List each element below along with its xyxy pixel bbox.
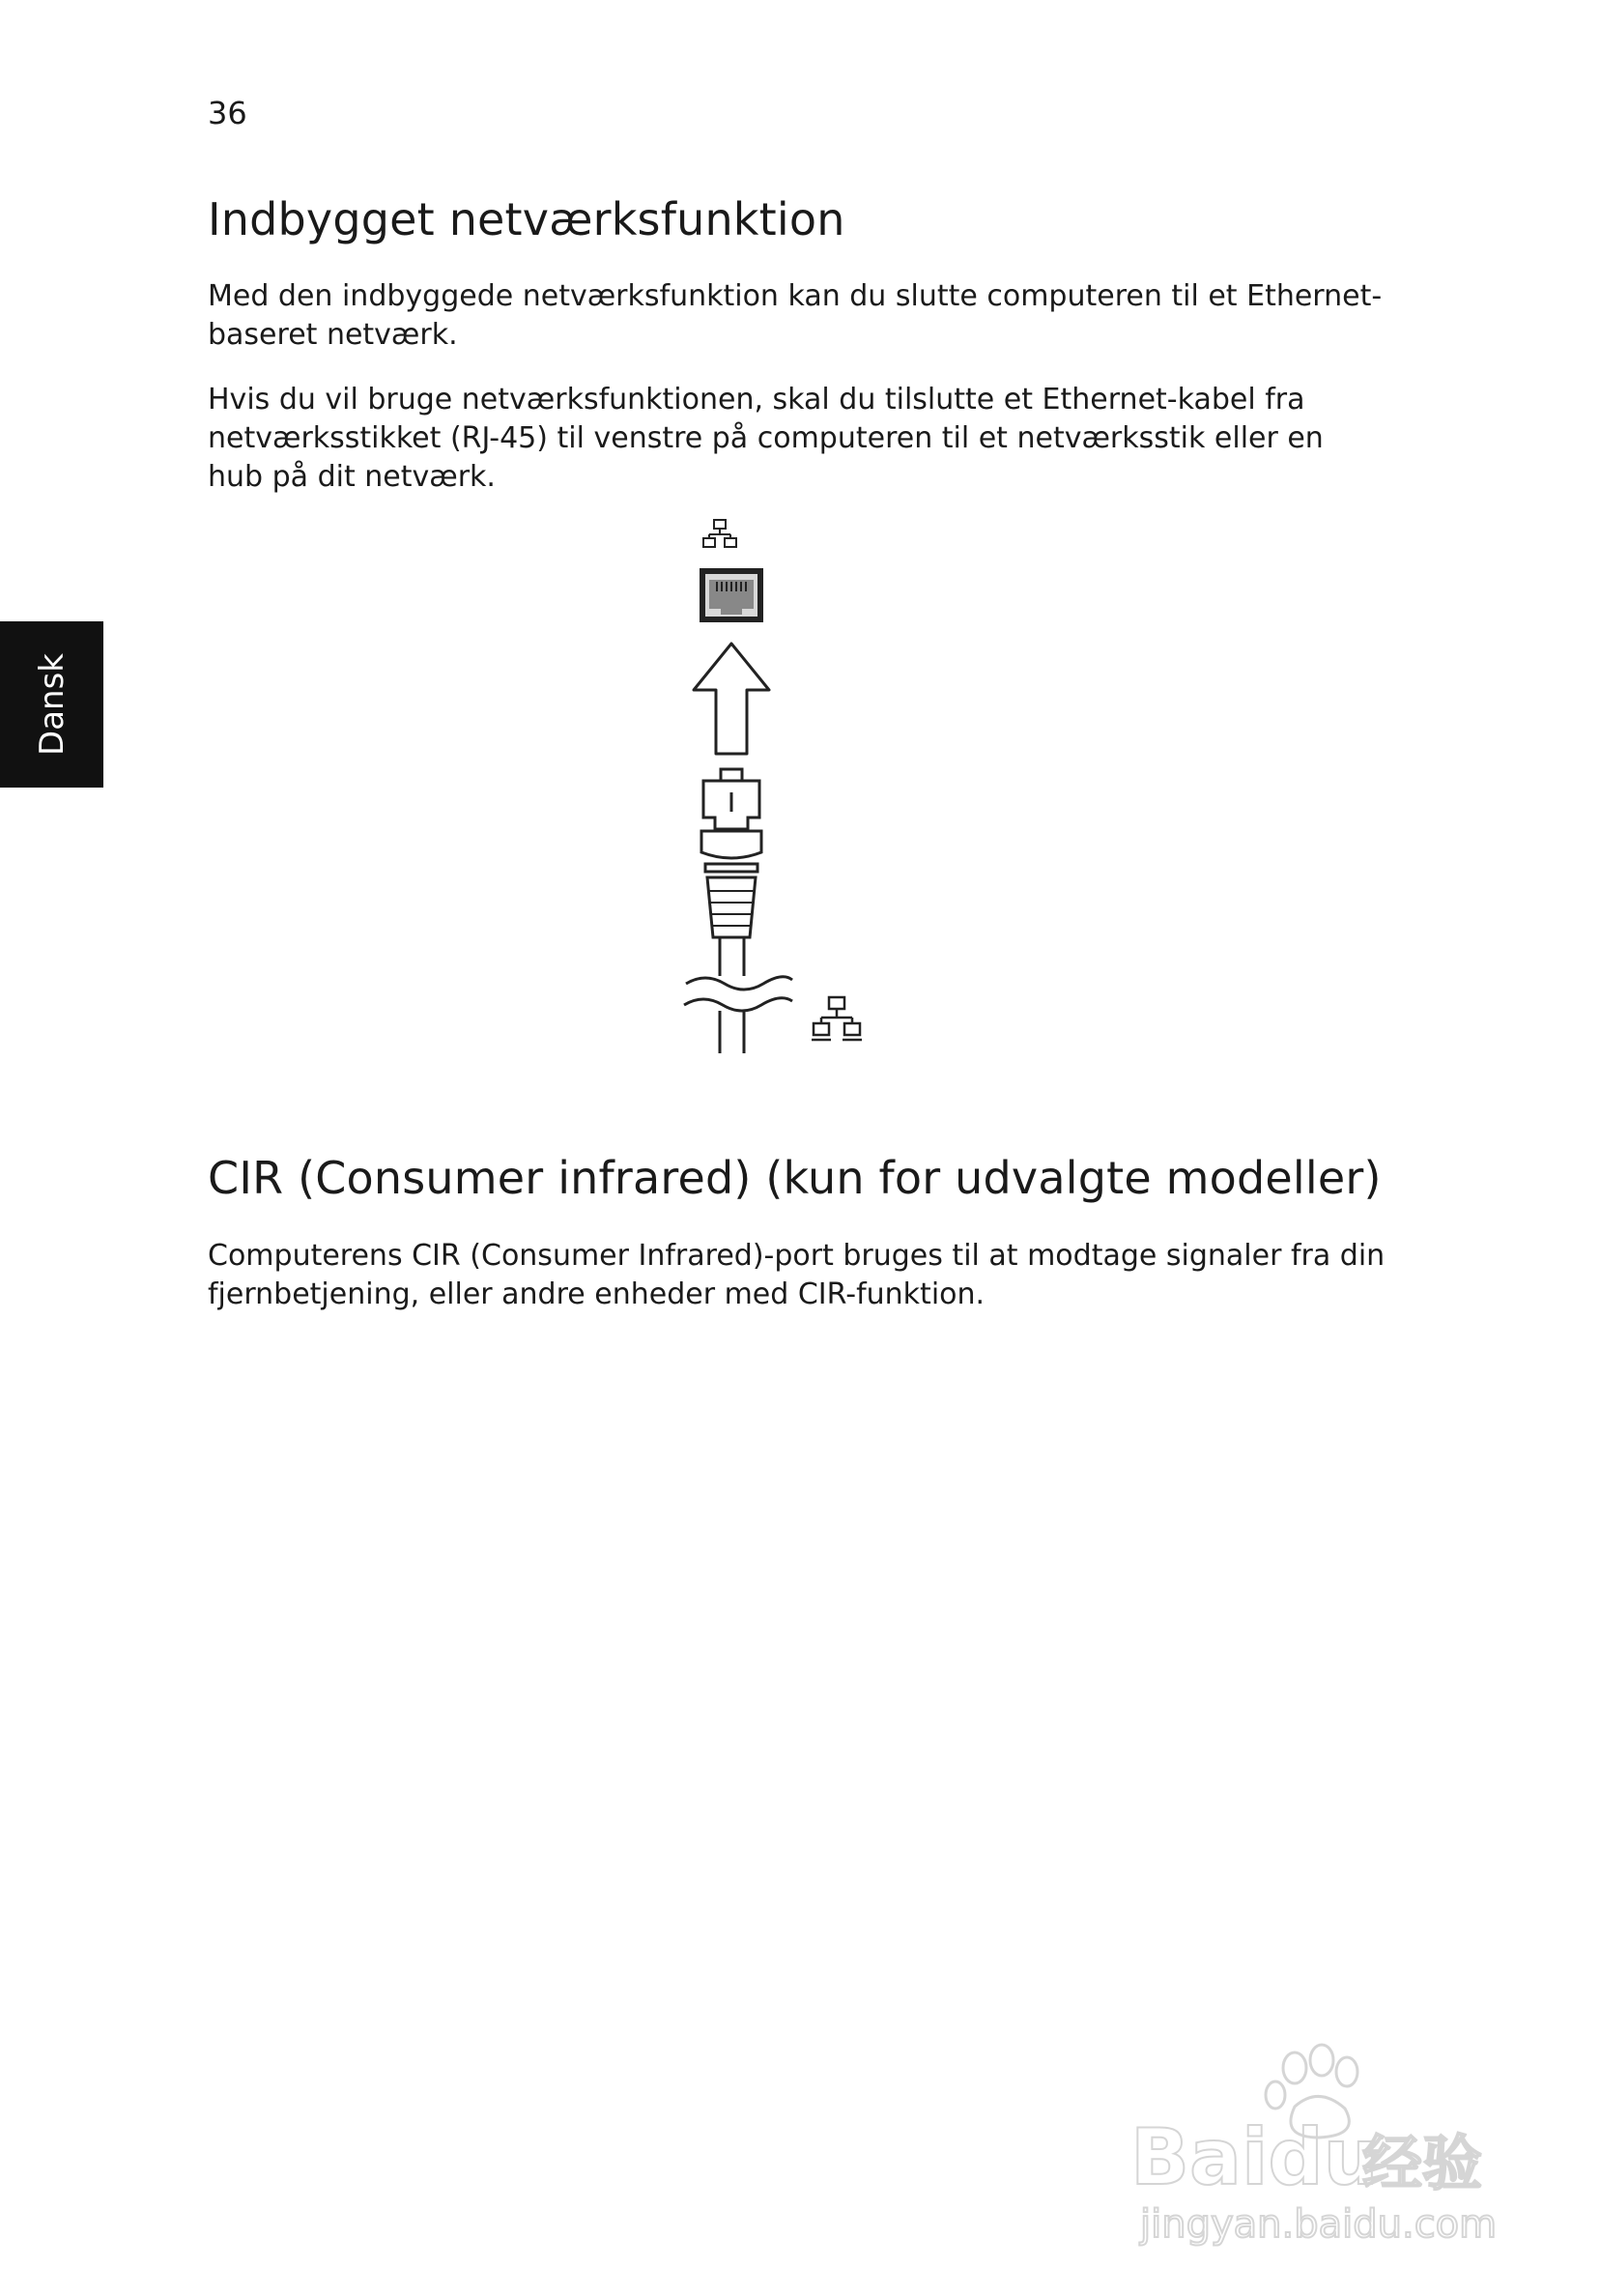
baidu-watermark [1121, 2039, 1527, 2261]
page-number: 36 [208, 95, 247, 131]
rj45-connection-diagram [667, 512, 899, 1063]
network-icon [703, 520, 736, 547]
watermark-brand: Baidu [1130, 2112, 1379, 2202]
rj45-port-icon [700, 568, 763, 622]
watermark-url: jingyan.baidu.com [1140, 2202, 1498, 2247]
network-icon [812, 997, 862, 1040]
paragraph: Computerens CIR (Consumer Infrared)-port bruges til at modtage signaler fra din fjernbetjening, eller andre enheder med CIR-funktion. [208, 1239, 1386, 1311]
language-tab [0, 621, 103, 788]
rj45-plug-icon [701, 769, 761, 937]
section-title-network: Indbygget netværksfunktion [208, 193, 845, 245]
up-arrow-icon [694, 644, 769, 754]
watermark-brand-cn: 经验 [1362, 2128, 1483, 2198]
language-tab-label: Dansk [32, 653, 71, 756]
cable-break-icon [684, 937, 792, 1053]
paragraph: Hvis du vil bruge netværksfunktionen, skal du tilslutte et Ethernet-kabel fra netværksstikket (RJ-45) til venstre på computeren til et netværksstik eller en hub på dit netværk. [208, 383, 1324, 494]
paragraph: Med den indbyggede netværksfunktion kan du slutte computeren til et Ethernet-baseret netværk. [208, 279, 1383, 352]
section-title-cir: CIR (Consumer infrared) (kun for udvalgte modeller) [208, 1152, 1382, 1204]
